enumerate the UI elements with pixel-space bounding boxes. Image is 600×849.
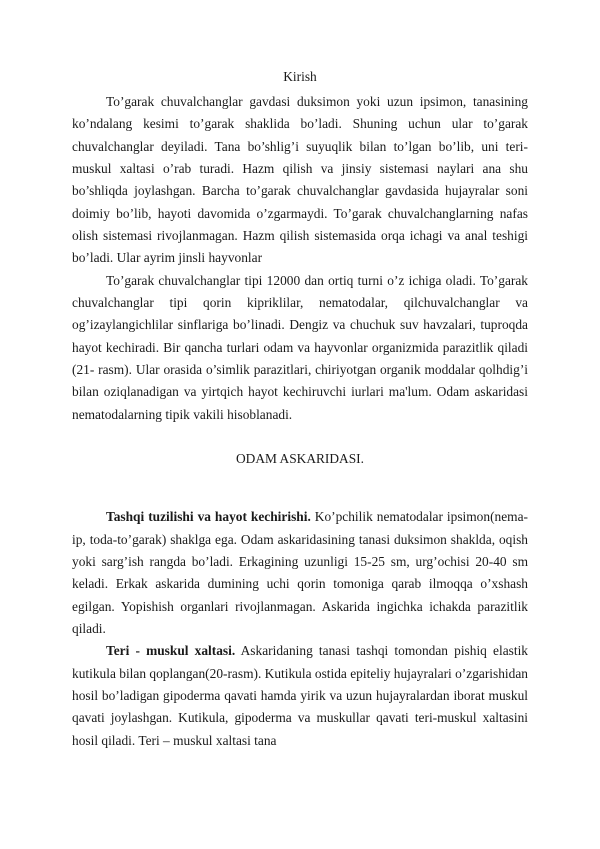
paragraph-body: Ko’pchilik nematodalar ipsimon(nema-ip, toda-to’garak) shaklga ega. Odam askaridasining tanasi duksimon shaklda, oqish yoki sarg’ish rangda bo’ladi. Erkagining uzunligi 15-25 sm, urg’ochisi 20-40 sm keladi. Erkak askarida dumining uchi qorin tomoniga qarab ilmoqqa o’xshash egilgan. Yopishish organlari rivojlanmagan. Askarida ingichka ichakda parazitlik qiladi. bbox=[72, 509, 528, 636]
section-paragraph-2 bbox=[72, 640, 528, 752]
intro-title: Kirish bbox=[283, 69, 317, 84]
section-title: ODAM ASKARIDASI. bbox=[236, 451, 364, 467]
intro-paragraph-1: To’garak chuvalchanglar gavdasi duksimon yoki uzun ipsimon, tanasining ko’ndalang kesimi to’garak shaklida bo’ladi. Shuning uchun ular to’garak chuvalchanglar deyiladi. Tana bo’shlig’i suyuqlik bilan to’lgan bo’lib, uni teri-muskul xaltasi o’rab turadi. Hazm qilish va jinsiy sistemasi naylari ana shu bo’shliqda joylashgan. Barcha to’garak chuvalchanglar gavdasida hujayralar soni doimiy bo’lib, hayoti davomida o’zgarmaydi. To’garak chuvalchanglarning nafas olish sistemasi rivojlanmagan. Hazm qilish sistemasida orqa ichagi va anal teshigi bo’ladi. Ular ayrim jinsli hayvonlar bbox=[72, 94, 528, 266]
section-paragraph-1 bbox=[72, 506, 528, 640]
paragraph-lead: Tashqi tuzilishi va hayot kechirishi. bbox=[106, 509, 311, 525]
paragraph-body: Askaridaning tanasi tashqi tomondan pishiq elastik kutikula bilan qoplangan(20-rasm). Kutikula ostida epiteliy hujayralari o’zgarishidan hosil bo’ladigan gipoderma qavati hamda yirik va uzun hujayralardan iborat muskul qavati joylashgan. Kutikula, gipoderma va muskullar qavati teri-muskul xaltasini hosil qiladi. Teri – muskul xaltasi tana bbox=[72, 643, 528, 748]
intro-paragraph-2: To’garak chuvalchanglar tipi 12000 dan ortiq turni o’z ichiga oladi. To’garak chuvalchanglar tipi qorin kipriklilar, nematodalar, qilchuvalchanglar va og’izaylangichlilar sinflariga bo’linadi. Dengiz va chuchuk suv havzalari, tuproqda hayot kechiradi. Bir qancha turlari odam va hayvonlar organizmida parazitlik qiladi (21- rasm). Ular orasida o’simlik parazitlari, chiriyotgan organik moddalar qolhdig’i bilan oziqlanadigan va yirtqich hayot kechiruvchi iurlari ma'lum. Odam askaridasi nematodalarning tipik vakili hisoblanadi. bbox=[72, 272, 528, 422]
paragraph-lead: Teri - muskul xaltasi. bbox=[106, 643, 236, 659]
